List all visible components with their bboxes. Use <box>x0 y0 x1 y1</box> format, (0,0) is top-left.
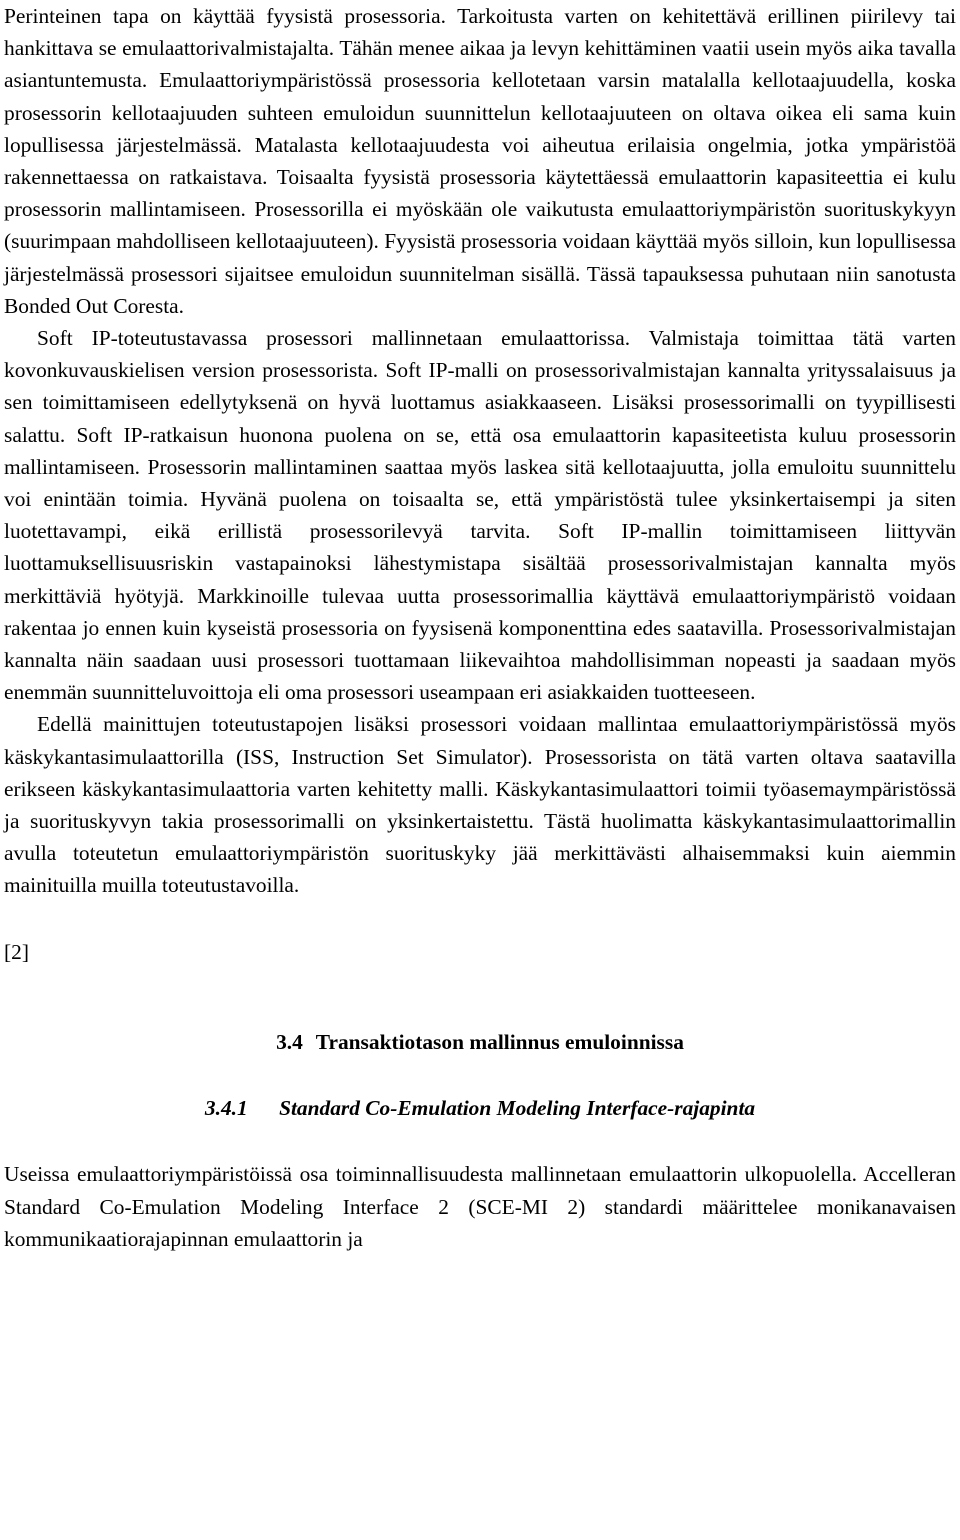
subsection-title: Standard Co-Emulation Modeling Interface-rajapinta <box>279 1096 756 1121</box>
section-heading <box>4 1026 956 1058</box>
subsection-heading <box>4 1092 956 1124</box>
paragraph-sce-mi: Useissa emulaattoriympäristöissä osa toiminnallisuudesta mallinnetaan emulaattorin ulkopuolella. Accelleran Standard Co-Emulation Modeling Interface 2 (SCE-MI 2) standardi määrittelee monikanavaisen kommunikaatiorajapinnan emulaattorin ja <box>4 1162 956 1251</box>
reference-marker: [2] <box>4 939 29 964</box>
document-page <box>4 0 956 1255</box>
subsection-number: 3.4.1 <box>204 1096 248 1121</box>
section-title: Transaktiotason mallinnus emuloinnissa <box>315 1029 684 1054</box>
paragraph-physical-processor: Perinteinen tapa on käyttää fyysistä prosessoria. Tarkoitusta varten on kehitettävä erillinen piirilevy tai hankittava se emulaattorivalmistajalta. Tähän menee aikaa ja levyn kehittäminen vaatii usein myös aika tavalla asiantuntemusta. Emulaattoriympäristössä prosessoria kellotetaan varsin matalalla kellotaajuudella, koska prosessorin kellotaajuuden suhteen emuloidun suunnittelun kellotaajuuteen on oltava oikea eli sama kuin lopullisessa järjestelmässä. Matalasta kellotaajuudesta voi aiheutua erilaisia ongelmia, jotka ympäristöä rakennettaessa on ratkaistava. Toisaalta fyysistä prosessoria käytettäessä emulaattorin kapasiteettia ei kulu prosessorin mallintamiseen. Prosessorilla ei myöskään ole vaikutusta emulaattoriympäristön suorituskykyyn (suurimpaan mahdolliseen kellotaajuuteen). Fyysistä prosessoria voidaan käyttää myös silloin, kun lopullisessa järjestelmässä prosessori sijaitsee emuloidun suunnitelman sisällä. Tässä tapauksessa puhutaan niin sanotusta Bonded Out Coresta. <box>4 4 956 318</box>
paragraph-iss: Edellä mainittujen toteutustapojen lisäksi prosessori voidaan mallintaa emulaattoriympäristössä myös käskykantasimulaattorilla (ISS, Instruction Set Simulator). Prosessorista on tätä varten oltava saatavilla erikseen käskykantasimulaattoria varten kehitetty malli. Käskykantasimulaattori toimii työasemaympäristössä ja suorituskyvyn takia prosessorimalli on yksinkertaistettu. Tästä huolimatta käskykantasimulaattorimallin avulla toteutetun emulaattoriympäristön suorituskyky jää merkittävästi alhaisemmaksi kuin aiemmin mainituilla muilla toteutustavoilla. <box>4 712 956 898</box>
section-number: 3.4 <box>276 1029 303 1054</box>
paragraph-soft-ip: Soft IP-toteutustavassa prosessori mallinnetaan emulaattorissa. Valmistaja toimittaa tätä varten kovonkuvauskielisen version prosessorista. Soft IP-malli on prosessorivalmistajan kannalta yrityssalaisuus ja sen toimittamiseen edellytyksenä on hyvä luottamus asiakkaaseen. Lisäksi prosessorimalli on tyypillisesti salattu. Soft IP-ratkaisun huonona puolena on se, että osa emulaattorin kapasiteetista kuluu prosessorin mallintamiseen. Prosessorin mallintaminen saattaa myös laskea sitä kellotaajuutta, jolla emuloitu suunnittelu voi enintään toimia. Hyvänä puolena on toisaalta se, että ympäristöstä tulee yksinkertaisempi ja siten luotettavampi, eikä erillistä prosessorilevyä tarvita. Soft IP-mallin toimittamiseen liittyvän luottamuksellisuusriskin vastapainoksi lähestymistapa sisältää prosessorivalmistajan kannalta myös merkittäviä hyötyjä. Markkinoille tulevaa uutta prosessorimallia käyttävä emulaattoriympäristö voidaan rakentaa jo ennen kuin kyseistä prosessoria on fyysisenä komponenttina edes saatavilla. Prosessorivalmistajan kannalta näin saadaan uusi prosessori tuottamaan liikevaihtoa mahdollisimman nopeasti ja saadaan myös enemmän suunnitteluvoittoja eli oma prosessori useampaan eri asiakkaiden tuotteeseen. <box>4 326 956 705</box>
